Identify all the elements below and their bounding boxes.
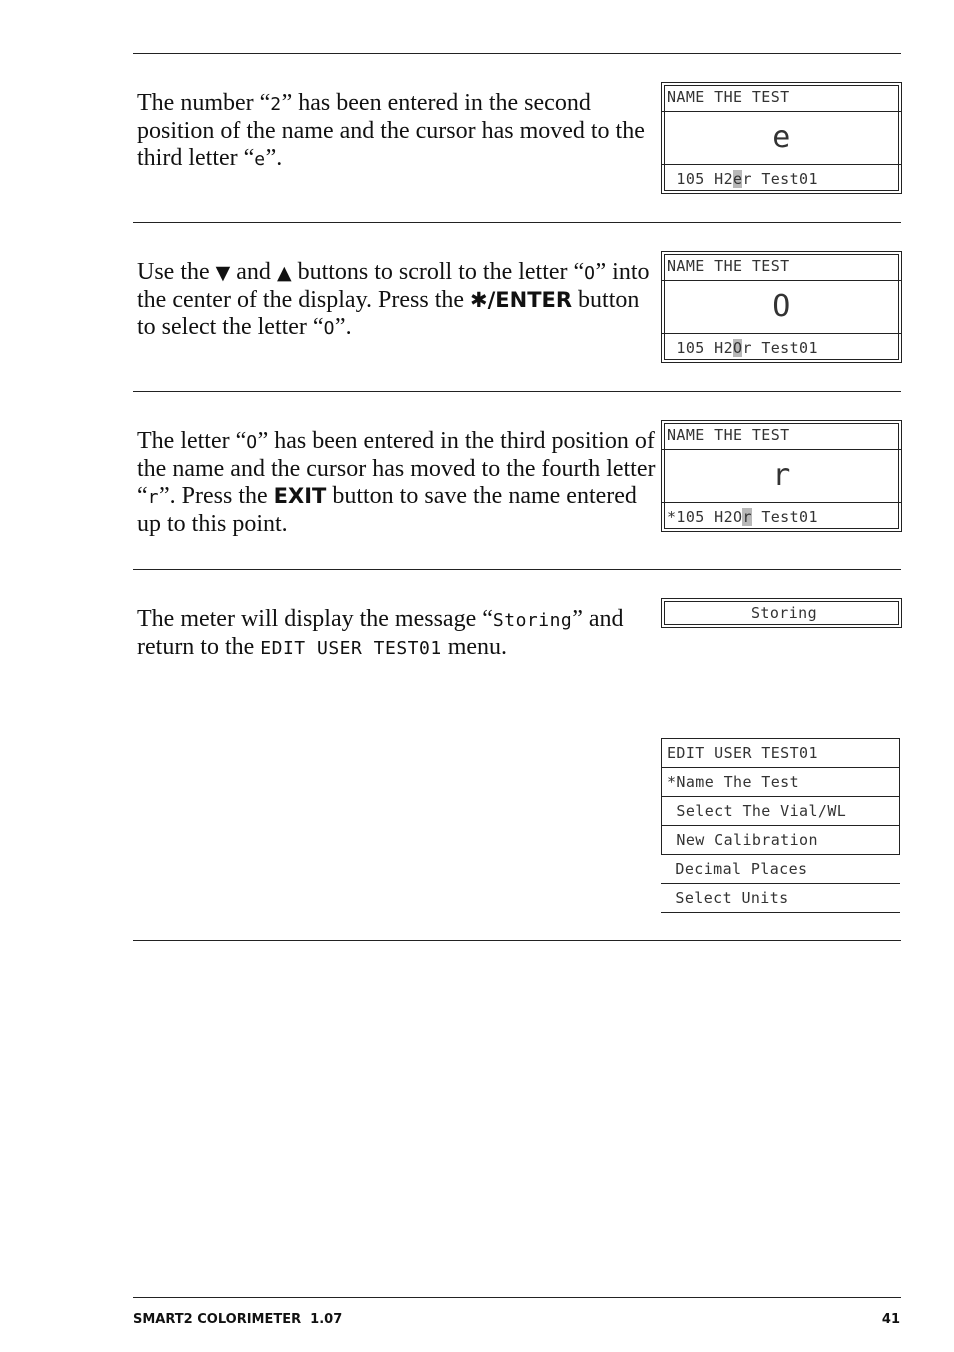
lcd-center-char: O [662,281,901,334]
lcd-storing-message: Storing [750,604,817,622]
step-text-3: The letter “O” has been entered in the third position of the name and the cursor has moved to the fourth letter “r”. Press the EXIT button to save the name entered up to this point. [137,428,656,537]
lcd-center-char: e [662,112,901,165]
rule-3 [133,569,901,570]
up-arrow-icon: ▲ [276,262,292,284]
enter-key-label: ✱/ENTER [470,288,573,312]
lcd-display-2 [661,251,902,363]
step-text-4: The meter will display the message “Storing” and return to the EDIT USER TEST01 menu. [137,606,624,660]
lcd-cursor: e [733,170,743,188]
rule-4 [133,940,901,941]
rule-footer [133,1297,901,1298]
rule-2 [133,391,901,392]
lcd-cursor: r [742,508,752,526]
lcd-header: NAME THE TEST [662,252,901,281]
exit-key-label: EXIT [273,484,327,508]
step-text-2: Use the ▼ and ▲ buttons to scroll to the letter “O” into the center of the display. Press the ✱/ENTER button to select the letter “O”. [137,259,650,340]
lcd-bottom: *105 H2Or Test01 [667,508,818,526]
lcd-menu-display [661,738,900,913]
menu-title: EDIT USER TEST01 [661,738,900,768]
lcd-center-char: r [662,450,901,503]
menu-item-new-calibration: New Calibration [661,826,900,855]
lcd-bottom: 105 H2er Test01 [667,170,818,188]
lcd-bottom: 105 H2Or Test01 [667,339,818,357]
down-arrow-icon: ▼ [215,262,231,284]
page-number: 41 [881,1312,900,1327]
lcd-storing-display [661,598,902,628]
footer-title: SMART2 COLORIMETER 1.07 [133,1312,343,1327]
step-text-1: The number “2” has been entered in the second position of the name and the cursor has moved to the third letter “e”. [137,90,645,171]
menu-item-name-the-test: *Name The Test [661,768,900,797]
menu-item-select-units: Select Units [661,884,900,913]
rule-1 [133,222,901,223]
lcd-display-1 [661,82,902,194]
lcd-header: NAME THE TEST [662,421,901,450]
menu-item-decimal-places: Decimal Places [661,855,900,884]
lcd-header: NAME THE TEST [662,83,901,112]
lcd-cursor: O [733,339,743,357]
menu-item-select-vial: Select The Vial/WL [661,797,900,826]
rule-top [133,53,901,54]
lcd-display-3 [661,420,902,532]
